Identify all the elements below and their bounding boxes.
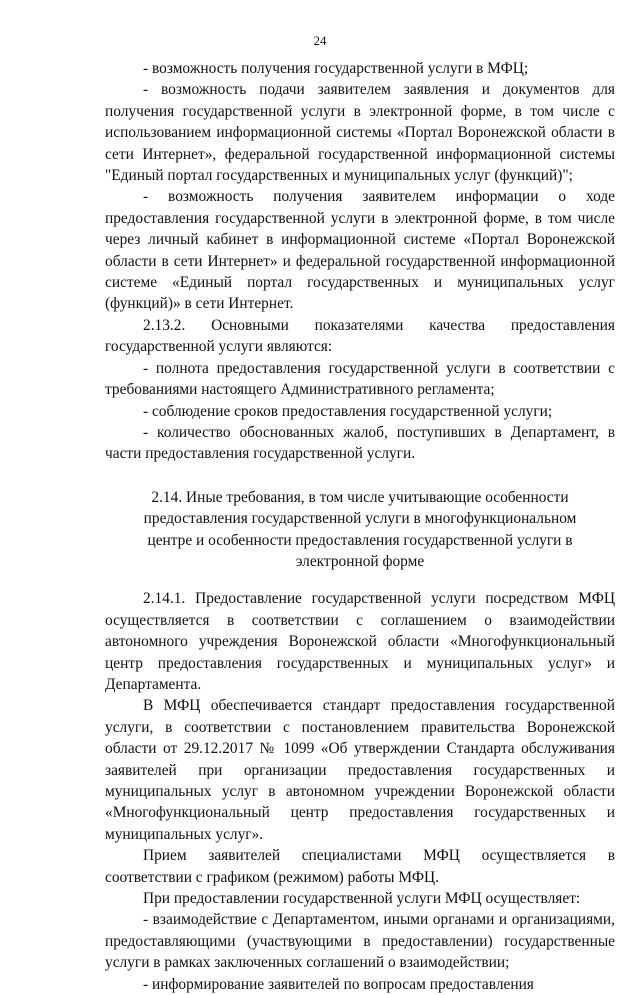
paragraph-deadlines: - соблюдение сроков предоставления государственной услуги; bbox=[143, 402, 553, 420]
paragraph-complaints: - количество обоснованных жалоб, поступивших в Департамент, в части предоставления государственной услуги. bbox=[105, 423, 615, 463]
document-body bbox=[105, 58, 615, 995]
paragraph-electronic-submission: - возможность подачи заявителем заявления и документов для получения государственной услуги в электронной форме, в том числе с использованием информационной системы «Портал Воронежской области в сети Интернет», федеральной государственной информационной системы "Единый портал государственных и муниципальных услуг (функций)"; bbox=[105, 81, 615, 185]
paragraph-status-information: - возможность получения заявителем информации о ходе предоставления государственной услуги в электронной форме, в том числе через личный кабинет в информационной системе «Портал Воронежской области в сети Интернет» и федеральной государственной информационной системе «Единый портал государственных и муниципальных услуг (функций)» в сети Интернет. bbox=[105, 188, 615, 313]
section-heading: 2.14. Иные требования, в том числе учитывающие особенности предоставления государственной услуги в многофункциональном центре и особенности предоставления государственной услуги в электронной форме bbox=[143, 488, 577, 570]
paragraph-quality-indicators: 2.13.2. Основными показателями качества предоставления государственной услуги являются: bbox=[105, 316, 615, 356]
paragraph-mfc-functions: При предоставлении государственной услуги МФЦ осуществляет: bbox=[143, 890, 581, 908]
paragraph-completeness: - полнота предоставления государственной услуги в соответствии с требованиями настоящего Административного регламента; bbox=[105, 359, 615, 399]
paragraph-mfc-agreement: 2.14.1. Предоставление государственной услуги посредством МФЦ осуществляется в соответствии с соглашением о взаимодействии автономного учреждения Воронежской области «Многофункциональный центр предоставления государственных и муниципальных услуг» и Департамента. bbox=[105, 590, 615, 693]
paragraph-mfc-standard: В МФЦ обеспечивается стандарт предоставления государственной услуги, в соответствии с постановлением правительства Воронежской области от 29.12.2017 № 1099 «Об утверждении Стандарта обслуживания заявителей при организации предоставления государственных и муниципальных услуг в автономном учреждении Воронежской области «Многофункциональный центр предоставления государственных и муниципальных услуг». bbox=[105, 697, 615, 843]
page-number: 24 bbox=[313, 33, 327, 48]
paragraph-interaction: - взаимодействие с Департаментом, иными органами и организациями, предоставляющими (участвующими в предоставлении) государственные услуги в рамках заключенных соглашений о взаимодействии; bbox=[105, 911, 615, 972]
paragraph-reception-schedule: Прием заявителей специалистами МФЦ осуществляется в соответствии с графиком (режимом) работы МФЦ. bbox=[105, 847, 615, 886]
paragraph-informing: - информирование заявителей по вопросам предоставления bbox=[143, 975, 534, 993]
paragraph-mfc-service: - возможность получения государственной услуги в МФЦ; bbox=[143, 60, 529, 77]
